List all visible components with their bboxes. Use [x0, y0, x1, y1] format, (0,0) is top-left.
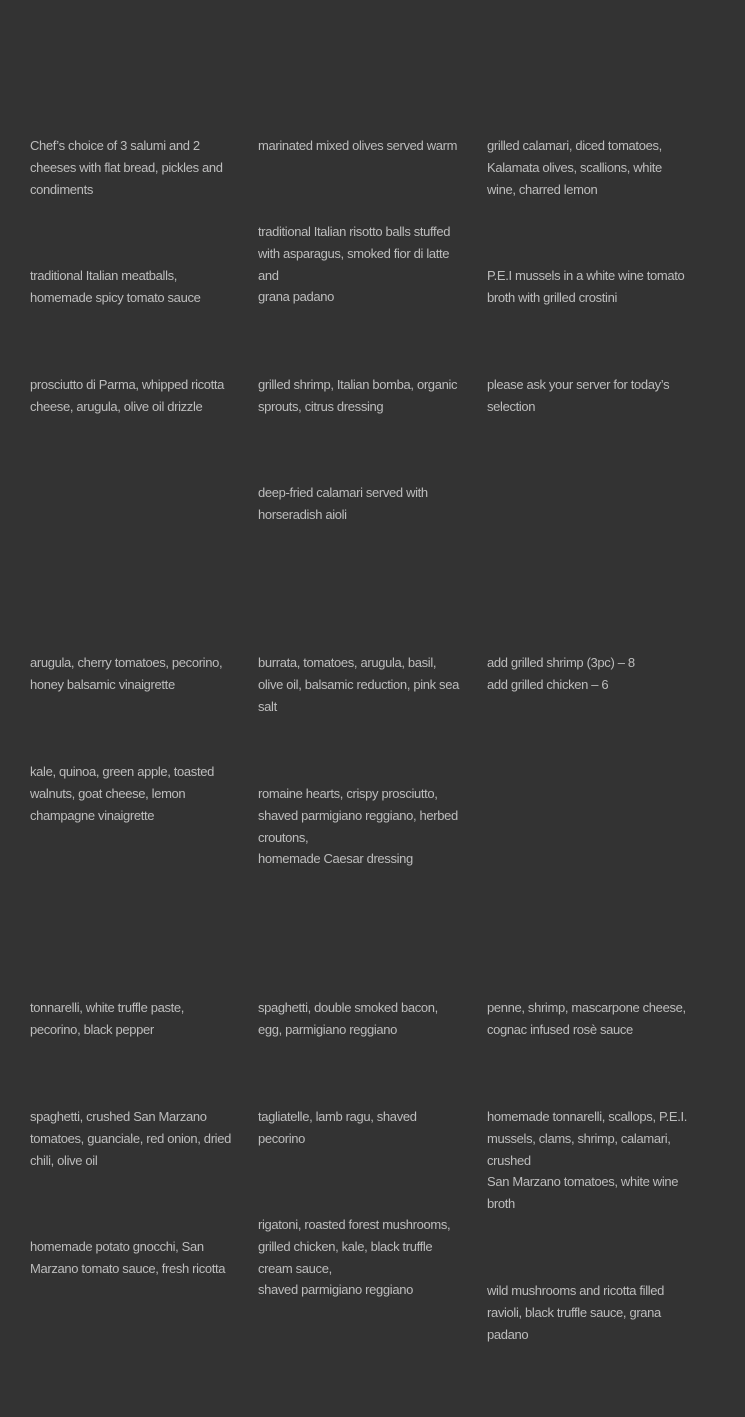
menu-item-name [30, 614, 258, 630]
menu-item-description: spaghetti, crushed San Marzano tomatoes, guanciale, red onion, dried chili, olive oil [30, 1109, 231, 1168]
menu-item-description: traditional Italian risotto balls stuffed with asparagus, smoked fior di latte and grana padano [258, 224, 451, 305]
menu-item-fried-calamari [258, 444, 488, 526]
menu-item-description: deep-fried calamari served with horseradish aioli [258, 485, 428, 522]
menu-item-description: tonnarelli, white truffle paste, pecorino, black pepper [30, 1000, 185, 1037]
menu-item-arugula-salad [30, 614, 258, 696]
menu-item-mussels [487, 227, 715, 309]
menu-item-carbonara [258, 959, 488, 1041]
menu-item-burrata [258, 614, 488, 717]
menu-item-description: add grilled shrimp (3pc) – 8 add grilled chicken – 6 [487, 655, 635, 692]
menu-item-seafood-tonnarelli [487, 1068, 715, 1215]
menu-item-name [258, 336, 488, 352]
menu-item-truffle-tonnarelli [30, 959, 258, 1041]
menu-item-lamb-tagliatelle [258, 1068, 488, 1150]
menu-item-kale-salad [30, 723, 258, 826]
menu-item-name [30, 959, 258, 975]
menu-item-description: traditional Italian meatballs, homemade spicy tomato sauce [30, 268, 201, 305]
menu-item-name [487, 959, 715, 975]
menu-item-description: marinated mixed olives served warm [258, 138, 458, 153]
menu-item-penne-shrimp [487, 959, 715, 1041]
menu-item-description: spaghetti, double smoked bacon, egg, parmigiano reggiano [258, 1000, 438, 1037]
menu-item-prosciutto [30, 336, 258, 418]
menu-item-name [258, 183, 488, 199]
menu-item-description: homemade tonnarelli, scallops, P.E.I. mussels, clams, shrimp, calamari, crushed San Marzano tomatoes, white wine broth [487, 1109, 687, 1212]
menu-item-description: burrata, tomatoes, arugula, basil, olive oil, balsamic reduction, pink sea salt [258, 655, 459, 714]
menu-item-rigatoni [258, 1176, 488, 1301]
menu-item-name [258, 959, 488, 975]
menu-item-name [487, 614, 715, 630]
menu-item-description: grilled shrimp, Italian bomba, organic sprouts, citrus dressing [258, 377, 458, 414]
menu-item-name [258, 444, 488, 460]
menu-item-description: P.E.I mussels in a white wine tomato broth with grilled crostini [487, 268, 685, 305]
menu-item-description: kale, quinoa, green apple, toasted walnuts, goat cheese, lemon champagne vinaigrette [30, 764, 214, 823]
menu-item-name [30, 1198, 258, 1214]
menu-item-daily-selection [487, 336, 715, 418]
menu-item-caesar-salad [258, 745, 488, 870]
menu-item-salumi-board [30, 97, 258, 200]
menu-item-name [487, 227, 715, 243]
menu-item-description: romaine hearts, crispy prosciutto, shaved parmigiano reggiano, herbed croutons, homemade Caesar dressing [258, 786, 458, 867]
menu-item-mushroom-ravioli [487, 1242, 715, 1345]
menu-item-gnocchi [30, 1198, 258, 1280]
menu-item-name [487, 1068, 715, 1084]
menu-item-description: tagliatelle, lamb ragu, shaved pecorino [258, 1109, 417, 1146]
menu-item-name [30, 97, 258, 113]
menu-item-grilled-calamari [487, 97, 715, 200]
menu-item-name [258, 614, 488, 630]
menu-item-salad-add-ons [487, 614, 715, 696]
menu-item-description: penne, shrimp, mascarpone cheese, cognac infused rosè sauce [487, 1000, 686, 1037]
menu-item-name [487, 97, 715, 113]
menu-item-grilled-shrimp [258, 336, 488, 418]
menu-item-name [258, 97, 488, 113]
menu-item-description: prosciutto di Parma, whipped ricotta cheese, arugula, olive oil drizzle [30, 377, 225, 414]
menu-item-description: wild mushrooms and ricotta filled ravioli, black truffle sauce, grana padano [487, 1283, 665, 1342]
menu-item-name [487, 1242, 715, 1258]
menu-item-name [30, 1068, 258, 1084]
menu-item-name [258, 745, 488, 761]
menu-item-name [258, 1068, 488, 1084]
menu-item-description: please ask your server for today’s selection [487, 377, 670, 414]
menu-item-description: grilled calamari, diced tomatoes, Kalamata olives, scallions, white wine, charred lemon [487, 138, 662, 197]
menu-item-name [30, 336, 258, 352]
menu-item-description: Chef’s choice of 3 salumi and 2 cheeses with flat bread, pickles and condiments [30, 138, 223, 197]
menu-item-description: arugula, cherry tomatoes, pecorino, honey balsamic vinaigrette [30, 655, 223, 692]
menu-item-name [30, 723, 258, 739]
menu-item-warm-olives [258, 97, 488, 157]
menu-item-arancini [258, 183, 488, 308]
menu-item-meatballs [30, 227, 258, 309]
menu-item-amatriciana [30, 1068, 258, 1171]
menu-item-name [258, 1176, 488, 1192]
menu-item-description: homemade potato gnocchi, San Marzano tomato sauce, fresh ricotta [30, 1239, 226, 1276]
menu-item-name [487, 336, 715, 352]
menu-item-description: rigatoni, roasted forest mushrooms, grilled chicken, kale, black truffle cream sauce, shaved parmigiano reggiano [258, 1217, 451, 1298]
menu-item-name [30, 227, 258, 243]
